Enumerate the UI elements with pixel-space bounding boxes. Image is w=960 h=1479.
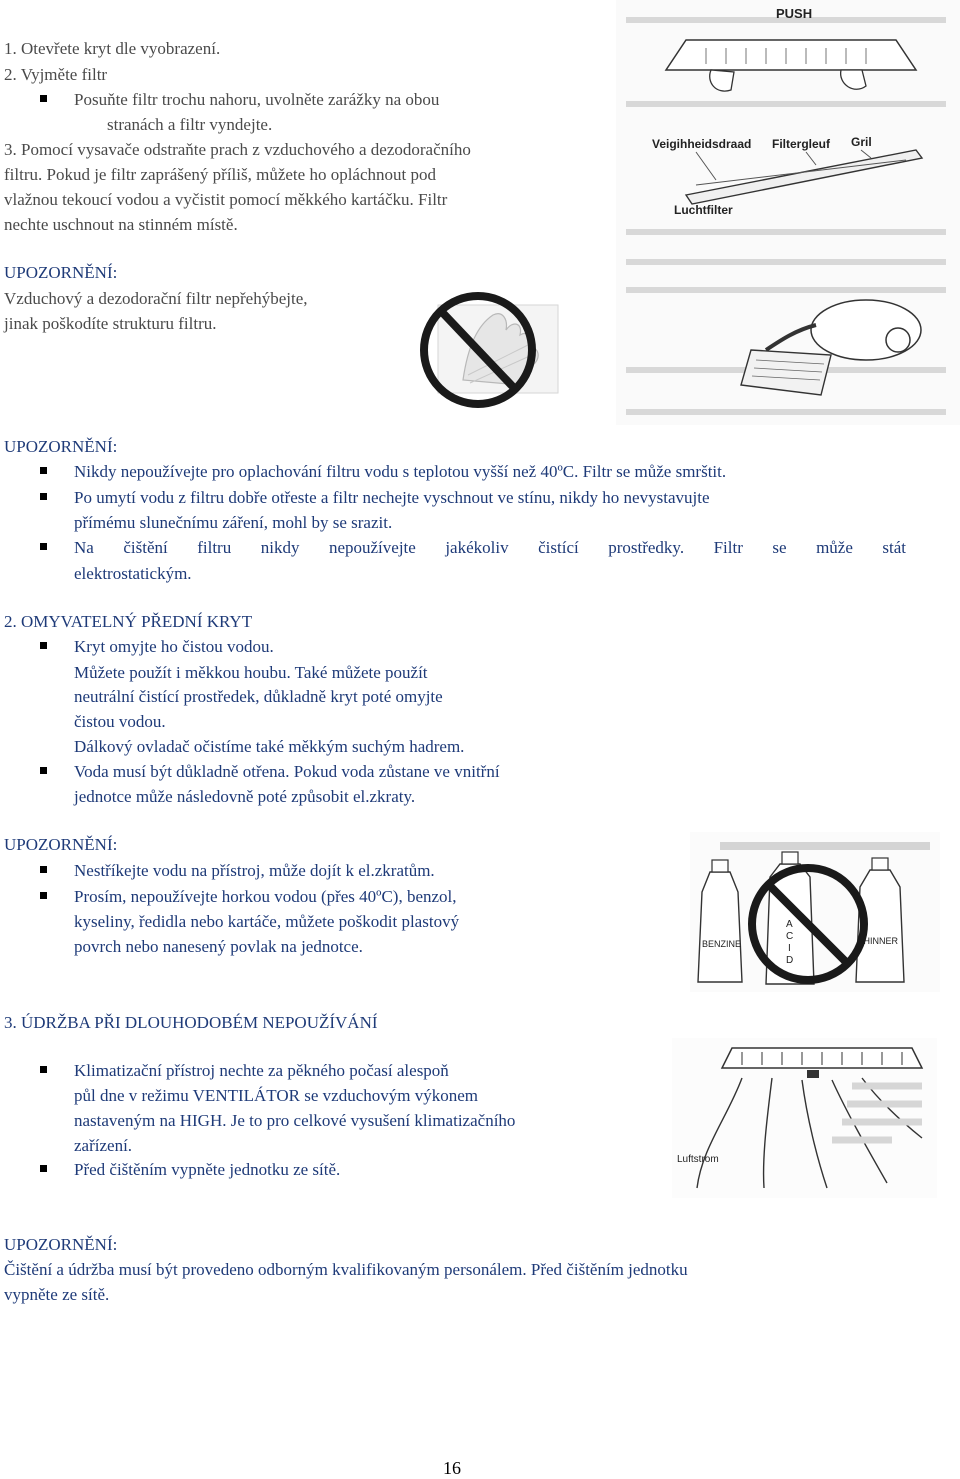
warning-2-bullet-3-line2: elektrostatickým. <box>74 564 192 583</box>
warning-4-line1: Čištění a údržba musí být provedeno odborným kvalifikovaným personálem. Před čištěním jednotku <box>4 1260 688 1279</box>
square-bullet-icon <box>40 543 47 550</box>
warning-1-heading: UPOZORNĚNÍ: <box>4 263 118 282</box>
grill-label: Gril <box>851 135 872 149</box>
chemicals-figure <box>690 832 940 992</box>
step-3-line4: nechte uschnout na stinném místě. <box>4 215 238 234</box>
warning-2-bullet-2-line2: přímému slunečnímu záření, mohl by se srazit. <box>74 513 393 532</box>
section-3-bullet-1-line4: zařízení. <box>74 1136 133 1155</box>
safety-wire-label: Veigihheidsdraad <box>652 137 752 151</box>
filter-groove-label: Filtergleuf <box>772 137 831 151</box>
bottle-thinner-label: THINNER <box>858 936 898 946</box>
acid-letter-i: I <box>788 943 791 954</box>
step-2-bullet-line1: Posuňte filtr trochu nahoru, uvolněte zarážky na obou <box>74 90 440 109</box>
section-2-bullet-2-line2: jednotce může následovně poté způsobit el.zkraty. <box>74 787 416 806</box>
section-3-bullet-1-line1: Klimatizační přístroj nechte za pěkného počasí alespoň <box>74 1061 449 1080</box>
step-2-bullet-line2: stranách a filtr vyndejte. <box>107 115 273 134</box>
warning-4-line2: vypněte ze sítě. <box>4 1285 110 1304</box>
section-3-bullet-2: Před čištěním vypněte jednotku ze sítě. <box>74 1160 341 1179</box>
warning-2-bullet-1: Nikdy nepoužívejte pro oplachování filtru vodu s teplotou vyšší než 40ºC. Filtr se může smrštit. <box>74 462 727 481</box>
warning-3-bullet-1: Nestříkejte vodu na přístroj, může dojít k el.zkratům. <box>74 861 435 880</box>
section-3-bullet-1-line3: nastaveným na HIGH. Je to pro celkové vysušení klimatizačního <box>74 1111 516 1130</box>
warning-2-bullet-3-line1: Na čištění filtru nikdy nepoužívejte jakékoliv čistící prostředky. Filtr se může stát <box>74 538 906 557</box>
step-3-line3: vlažnou tekoucí vodou a vyčistit pomocí měkkého kartáčku. Filtr <box>4 190 448 209</box>
airflow-figure <box>672 1038 937 1198</box>
section-2-bullet-1-line1: Kryt omyjte ho čistou vodou. <box>74 637 274 656</box>
section-2-bullet-2-line1: Voda musí být důkladně otřena. Pokud voda zůstane ve vnitřní <box>74 762 500 781</box>
section-2-bullet-1-line3: neutrální čistící prostředek, důkladně kryt poté omyjte <box>74 687 443 706</box>
page-number: 16 <box>443 1458 461 1478</box>
square-bullet-icon <box>40 467 47 474</box>
square-bullet-icon <box>40 1066 47 1073</box>
warning-1-line2: jinak poškodíte strukturu filtru. <box>4 314 217 333</box>
warning-2-bullet-2-line1: Po umytí vodu z filtru dobře otřeste a filtr nechejte vyschnout ve stínu, nikdy ho nevystavujte <box>74 488 710 507</box>
step-3-line1: 3. Pomocí vysavače odstraňte prach z vzduchového a dezodoračního <box>4 140 471 159</box>
acid-letter-d: D <box>786 955 794 966</box>
square-bullet-icon <box>40 95 47 102</box>
air-filter-label: Luchtfilter <box>674 203 733 217</box>
push-label: PUSH <box>776 6 813 21</box>
step-1: 1. Otevřete kryt dle vyobrazení. <box>4 39 221 58</box>
warning-3-bullet-2-line1: Prosím, nepoužívejte horkou vodou (přes 40ºC), benzol, <box>74 887 457 906</box>
section-2-bullet-1-line5: Dálkový ovladač očistíme také měkkým suchým hadrem. <box>74 737 465 756</box>
square-bullet-icon <box>40 1165 47 1172</box>
section-3-bullet-1-line2: půl dne v režimu VENTILÁTOR se vzduchovým výkonem <box>74 1086 478 1105</box>
acid-letter-c: C <box>786 931 794 942</box>
square-bullet-icon <box>40 866 47 873</box>
square-bullet-icon <box>40 642 47 649</box>
section-3-heading: 3. ÚDRŽBA PŘI DLOUHODOBÉM NEPOUŽÍVÁNÍ <box>4 1013 378 1032</box>
airflow-label: Luftstrom <box>677 1154 719 1165</box>
warning-2-heading: UPOZORNĚNÍ: <box>4 437 118 456</box>
warning-3-heading: UPOZORNĚNÍ: <box>4 835 118 854</box>
square-bullet-icon <box>40 767 47 774</box>
step-3-line2: filtru. Pokud je filtr zaprášený příliš, můžete ho opláchnout pod <box>4 165 436 184</box>
step-2: 2. Vyjměte filtr <box>4 65 108 84</box>
square-bullet-icon <box>40 493 47 500</box>
warning-1-line1: Vzduchový a dezodorační filtr nepřehýbejte, <box>4 289 308 308</box>
section-2-heading: 2. OMYVATELNÝ PŘEDNÍ KRYT <box>4 612 253 631</box>
acid-letter-a: A <box>786 919 793 930</box>
warning-3-bullet-2-line3: povrch nebo nanesený povlak na jednotce. <box>74 937 363 956</box>
warning-3-bullet-2-line2: kyseliny, ředidla nebo kartáče, můžete poškodit plastový <box>74 912 460 931</box>
no-bending-figure <box>408 285 578 415</box>
section-2-bullet-1-line4: čistou vodou. <box>74 712 166 731</box>
section-2-bullet-1-line2: Můžete použít i měkkou houbu. Také můžete použít <box>74 663 428 682</box>
bottle-benzine-label: BENZINE <box>702 939 742 949</box>
square-bullet-icon <box>40 892 47 899</box>
warning-4-heading: UPOZORNĚNÍ: <box>4 1235 118 1254</box>
filter-removal-figure <box>616 0 960 425</box>
